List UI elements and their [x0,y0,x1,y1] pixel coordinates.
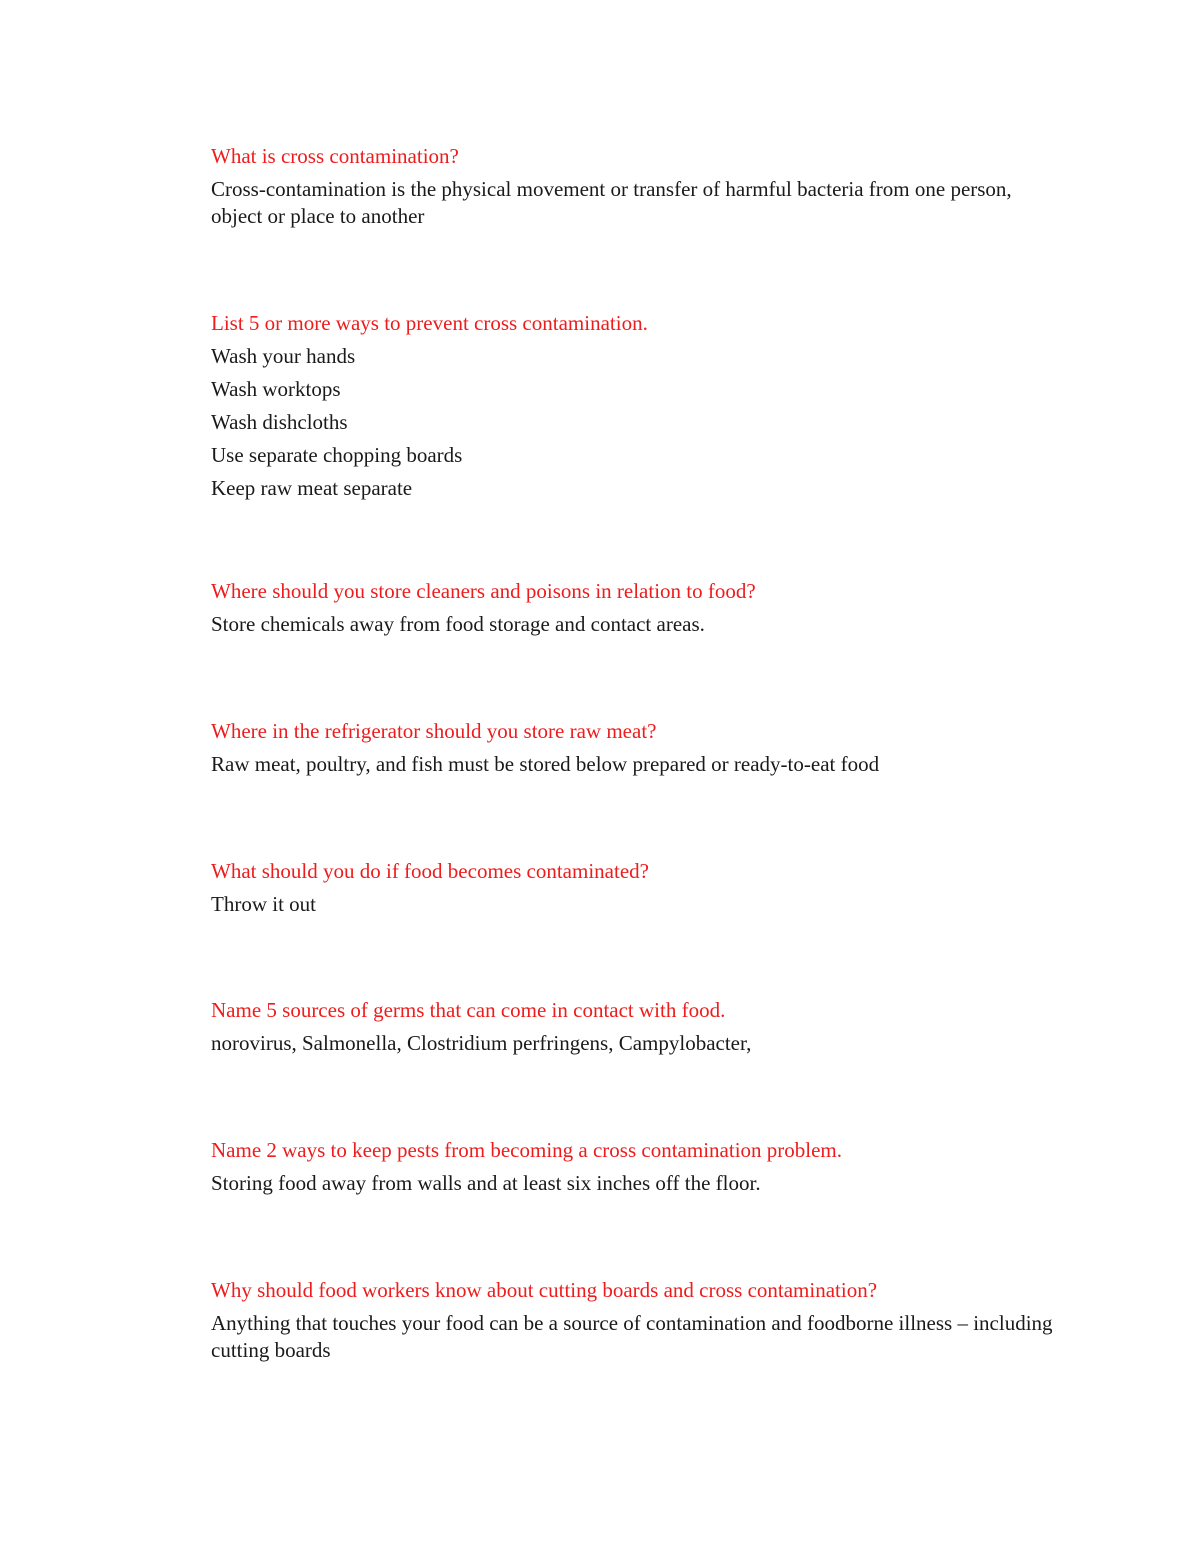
question-text: Where should you store cleaners and poisons in relation to food? [211,579,756,603]
qa-block-contaminated-food [211,858,1061,918]
list-item: Wash dishcloths [211,410,348,434]
question-text: Why should food workers know about cutting boards and cross contamination? [211,1278,878,1302]
qa-block-pests [211,1137,1061,1197]
answer-text: Throw it out [211,892,316,916]
answer-text: Storing food away from walls and at least six inches off the floor. [211,1171,761,1195]
qa-block-germ-sources [211,997,1061,1057]
question-text: Name 2 ways to keep pests from becoming a cross contamination problem. [211,1138,843,1162]
qa-block-raw-meat-storage [211,718,1061,778]
question-text: List 5 or more ways to prevent cross contamination. [211,311,648,335]
question-text: Where in the refrigerator should you store raw meat? [211,719,657,743]
answer-text: norovirus, Salmonella, Clostridium perfringens, Campylobacter, [211,1031,752,1055]
answer-text: Store chemicals away from food storage and contact areas. [211,612,705,636]
answer-text: Cross-contamination is the physical movement or transfer of harmful bacteria from one person, object or place to another [211,177,1012,228]
list-item: Keep raw meat separate [211,476,413,500]
answer-text: Raw meat, poultry, and fish must be stored below prepared or ready-to-eat food [211,752,880,776]
list-item: Use separate chopping boards [211,443,463,467]
question-text: What is cross contamination? [211,144,459,168]
qa-block-storing-cleaners [211,578,1061,638]
list-item: Wash worktops [211,377,341,401]
list-item: Wash your hands [211,344,356,368]
qa-block-cutting-boards [211,1277,1061,1364]
qa-block-prevention-ways [211,310,1061,508]
question-text: What should you do if food becomes contaminated? [211,859,649,883]
answer-list [211,343,1061,508]
qa-block-cross-contamination-definition [211,143,1061,230]
answer-text: Anything that touches your food can be a source of contamination and foodborne illness – including cutting boards [211,1311,1053,1362]
question-text: Name 5 sources of germs that can come in contact with food. [211,998,726,1022]
